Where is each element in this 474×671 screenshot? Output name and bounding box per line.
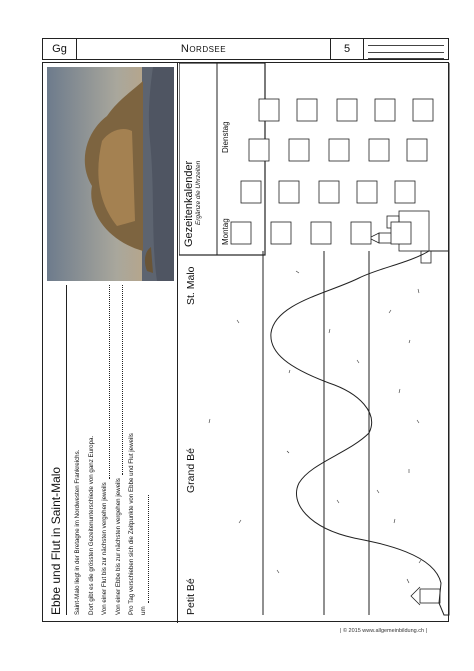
title-cell [77, 39, 331, 59]
page-number: 5 [343, 43, 351, 55]
calendar-header [183, 161, 202, 247]
subject-cell [43, 39, 77, 59]
answer-line[interactable] [100, 285, 110, 479]
name-lines [362, 39, 448, 59]
intro-title: Ebbe und Flut in Saint-Malo [49, 285, 67, 615]
answer-row-flood [100, 285, 110, 615]
answer-line[interactable] [139, 495, 149, 603]
day-monday: Montag [221, 218, 230, 245]
label-grand-be: Grand Bé [185, 448, 197, 493]
intro-line: Saint-Malo liegt in der Bretagne im Nordwesten Frankreichs. [74, 449, 81, 615]
intro-line: Von einer Ebbe bis zur nächsten vergehen jeweils [114, 478, 122, 615]
intro-band [43, 63, 178, 623]
worksheet-frame [42, 62, 449, 622]
day-tuesday: Dienstag [221, 121, 230, 153]
intro-line: Pro Tag verschieben sich die Zeitpunkte von Ebbe und Flut jeweils [128, 433, 136, 615]
worksheet-landscape [43, 63, 450, 623]
calendar-title: Gezeitenkalender [183, 160, 195, 247]
saint-malo-photo [47, 67, 174, 281]
page-number-cell [331, 39, 364, 59]
answer-row-shift [139, 495, 149, 615]
coast-drawing [179, 63, 450, 623]
drawing-band [179, 63, 450, 623]
footer-credit: | © 2015 www.allgemeinbildung.ch | [340, 628, 428, 634]
calendar-subtitle: Ergänze die Uhrzeiten [195, 160, 202, 226]
petit-be-tower [411, 587, 440, 605]
label-st-malo: St. Malo [185, 266, 197, 305]
page-title: Nordsee [180, 43, 227, 55]
photo-image [47, 67, 174, 281]
intro-line: Dort gibt es die grössten Gezeitenunterschiede von ganz Europa. [87, 435, 95, 615]
intro-text-block [49, 285, 173, 615]
header-bar [42, 38, 449, 60]
intro-line: Von einer Flut bis zur nächsten vergehen jeweils [101, 482, 109, 615]
answer-line[interactable] [114, 285, 124, 475]
answer-row-ebb [114, 285, 124, 615]
subject-label: Gg [52, 43, 67, 55]
label-petit-be: Petit Bé [185, 578, 197, 615]
intro-line: um [140, 606, 148, 615]
